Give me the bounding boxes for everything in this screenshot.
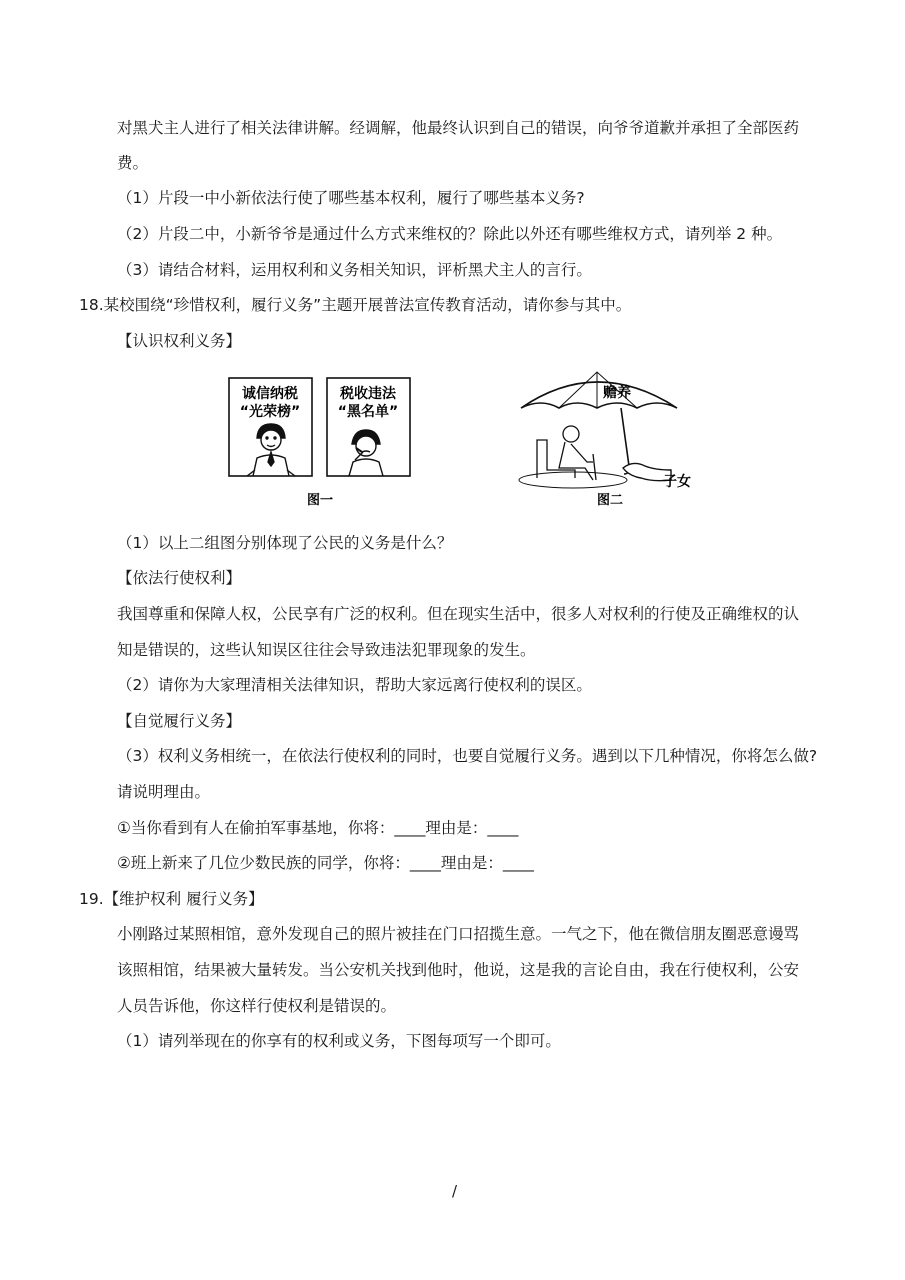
question-18-sub: （3）请结合材料，运用权利和义务相关知识，评析黑犬主人的言行。 <box>117 261 592 279</box>
page-number: / <box>452 1182 458 1200</box>
card-subtitle: “光荣榜” <box>239 404 301 420</box>
scenario-item: ①当你看到有人在偷拍军事基地，你将：____理由是：____ <box>117 819 519 837</box>
blacklist-card <box>327 378 410 476</box>
question-19-sub: （1）请列举现在的你享有的权利或义务，下图每项写一个即可。 <box>117 1032 561 1050</box>
text-line: 知是错误的，这些认知误区往往会导致违法犯罪现象的发生。 <box>117 641 536 659</box>
card-subtitle: “黑名单” <box>337 404 399 420</box>
question-18-sub: （1）片段一中小新依法行使了哪些基本权利，履行了哪些基本义务? <box>117 189 585 207</box>
section-heading: 【认识权利义务】 <box>117 332 242 350</box>
hand-label: 子女 <box>663 474 691 490</box>
card-title: 税收违法 <box>340 386 396 402</box>
section-heading: 【自觉履行义务】 <box>117 712 242 730</box>
text-line: 费。 <box>117 154 149 172</box>
umbrella-icon <box>521 372 677 474</box>
question-19-stem: 19.【维护权利 履行义务】 <box>79 890 264 908</box>
text-line: 我国尊重和保障人权，公民享有广泛的权利。但在现实生活中，很多人对权利的行使及正确维权的认 <box>117 605 800 623</box>
text-line: 小刚路过某照相馆，意外发现自己的照片被挂在门口招揽生意。一气之下，他在微信朋友圈恶意谩骂 <box>117 925 800 943</box>
question-18-stem: 18.某校围绕“珍惜权利，履行义务”主题开展普法宣传教育活动，请你参与其中。 <box>79 296 632 314</box>
question-18-sub: （1）以上二组图分别体现了公民的义务是什么？ <box>117 534 453 552</box>
text-line: 请说明理由。 <box>117 783 211 801</box>
card-title: 诚信纳税 <box>242 386 298 402</box>
text-line: 对黑犬主人进行了相关法律讲解。经调解，他最终认识到自己的错误，向爷爷道歉并承担了全部医药 <box>117 119 800 137</box>
scenario-item: ②班上新来了几位少数民族的同学，你将：____理由是：____ <box>117 854 534 872</box>
question-18-sub: （3）权利义务相统一，在依法行使权利的同时，也要自觉履行义务。遇到以下几种情况，你将怎么做? <box>117 747 818 765</box>
section-heading: 【依法行使权利】 <box>117 569 242 587</box>
umbrella-label: 赡养 <box>603 385 631 401</box>
figure-caption: 图二 <box>596 493 624 508</box>
question-18-sub: （2）片段二中，小新爷爷是通过什么方式来维权的？除此以外还有哪些维权方式，请列举 2 种。 <box>117 225 783 243</box>
question-18-sub: （2）请你为大家理清相关法律知识，帮助大家远离行使权利的误区。 <box>117 676 592 694</box>
text-line: 该照相馆，结果被大量转发。当公安机关找到他时，他说，这是我的言论自由，我在行使权利，公安 <box>117 961 800 979</box>
honor-roll-card <box>229 378 312 476</box>
text-line: 人员告诉他，你这样行使权利是错误的。 <box>117 997 397 1015</box>
figure-caption: 图一 <box>306 493 334 508</box>
elderly-person-icon <box>519 426 627 488</box>
figure-illustrations <box>225 368 695 528</box>
